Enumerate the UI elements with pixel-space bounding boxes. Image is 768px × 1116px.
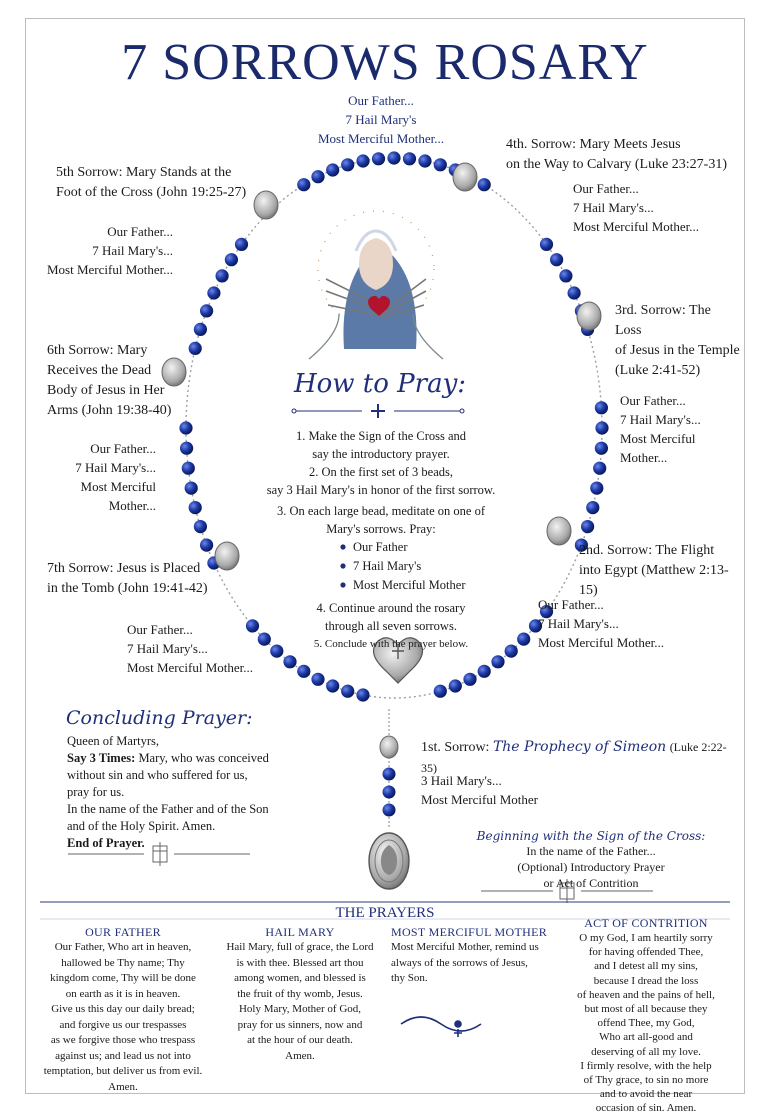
rosary-bead [326,163,339,176]
prayer-text-line: against us; and lead us not into [55,1049,191,1062]
sorrow-2-prayers [538,595,673,652]
sorrow-line: Foot of the Cross (John 19:25-27) [56,185,247,200]
concluding-line: In the name of the Father and of the Son [67,802,269,816]
rosary-bead [356,154,369,167]
step-line: 2. On the first set of 3 beads, [308,465,454,479]
prayer-line: Our Father... [107,224,173,239]
step-line: 1. Make the Sign of the Cross and [295,429,467,443]
rosary-bead [283,655,296,668]
sorrow-5-title [56,163,276,203]
step-line: 3. On each large bead, meditate on one of [276,504,486,518]
prayer-line: Our Father... [348,93,414,108]
sorrowful-mother-image [309,211,443,359]
prayer-line: 7 Hail Mary's... [573,200,654,215]
prayer-text-line: Hail Mary, full of grace, the Lord [226,941,374,953]
top-prayer-block [281,91,481,148]
prayer-line: 7 Hail Mary's... [538,616,619,631]
prayer-line: Most Merciful Mother... [317,131,444,146]
rosary-bead [372,152,385,165]
rosary-bead [194,323,207,336]
merciful-mother-text [391,940,571,987]
how-to-divider [292,404,464,418]
prayer-line: Most Merciful Mother... [620,431,696,465]
rosary-bead [593,462,606,475]
rosary-bead [270,645,283,658]
prayer-line: Our Father... [573,181,639,196]
prayer-line: 7 Hail Mary's... [620,412,701,427]
rosary-bead [194,520,207,533]
sorrow-3-title [615,301,740,381]
rosary-bead [595,421,608,434]
sorrow-3-prayers [620,391,742,467]
sorrow-6-prayers [34,439,156,515]
sorrow-7-prayers [127,620,262,677]
prayer-text-line: of heaven and the pains of hell, [577,988,715,1001]
step-line: say 3 Hail Mary's in honor of the first sorrow. [266,483,496,497]
our-father-text [34,940,212,1095]
sorrow-7-title [47,559,237,599]
bullet-item: Most Merciful Mother [353,578,466,592]
prayer-text-line: is with thee. Blessed art thou [236,956,364,969]
step-line: Mary's sorrows. Pray: [326,522,436,536]
beginning-line: In the name of the Father... [526,844,656,858]
sorrow-line: 2nd. Sorrow: The Flight [579,543,715,558]
step-line: 4. Continue around the rosary [316,601,466,615]
prayer-line: Our Father... [620,393,686,408]
rosary-bead [200,539,213,552]
beginning-block [451,829,731,891]
sorrow-line: (Luke 2:41-52) [615,363,701,378]
rosary-bead [185,482,198,495]
rosary-bead [478,665,491,678]
sorrow-line: into Egypt (Matthew 2:13-15) [579,563,729,598]
rosary-bead [207,286,220,299]
rosary-bead [311,673,324,686]
prayer-line: Most Merciful Mother... [573,219,700,234]
hail-mary-text [216,940,384,1064]
rosary-bead [590,482,603,495]
concluding-line: Queen of Martyrs, [67,734,159,748]
prayer-text-line: Give us this day our daily bread; [51,1003,195,1015]
prayer-line: 7 Hail Mary's... [75,460,156,475]
sorrow-line: Receives the Dead [47,363,152,378]
say-text: Mary, who was conceived [138,751,269,765]
act-of-contrition-heading: ACT OF CONTRITION [584,916,708,930]
rosary-bead [540,238,553,251]
prayer-line: Most Merciful Mother... [80,479,156,513]
prayer-text-line: and forgive us our trespasses [59,1018,187,1031]
rosary-bead [297,665,310,678]
merciful-mother-section [391,925,571,987]
rosary-bead [180,442,193,455]
prayer-text-line: but most of all because they [584,1003,708,1016]
how-to-steps [251,427,511,538]
prayer-line: 3 Hail Mary's... [421,773,502,788]
how-to-steps-continued [291,599,491,653]
hail-mary-section [216,925,384,1064]
rosary-bead [491,655,504,668]
rosary-bead [356,688,369,701]
sorrow-reference: (Luke 2:22-35) [421,740,727,775]
rosary-bead [517,633,530,646]
concluding-end: End of Prayer. [67,836,145,850]
sorrow-label: 1st. Sorrow: [421,740,490,755]
step-line: 5. Conclude with the prayer below. [313,638,469,650]
sorrow-4-title [506,135,740,175]
concluding-line: without sin and who suffered for us, [67,768,248,782]
sorrow-line: on the Way to Calvary (Luke 23:27-31) [506,157,728,172]
prayer-line: 7 Hail Mary's [345,112,417,127]
prayer-text-line: the fruit of thy womb, Jesus. [237,987,363,1000]
sorrow-line: 5th Sorrow: Mary Stands at the [56,165,232,180]
prayer-text-line: Our Father, Who art in heaven, [54,941,192,953]
concluding-line: and of the Holy Spirit. Amen. [67,819,216,833]
prayer-line: Most Merciful Mother [421,792,538,807]
rosary-bead [463,673,476,686]
sorrow-line: Arms (John 19:38-40) [47,403,172,418]
rosary-bead [189,501,202,514]
sorrow-1-prayers [421,771,571,809]
sorrow-2-title [579,541,744,601]
rosary-bead [434,158,447,171]
say-label: Say 3 Times: [67,751,136,765]
prayer-text-line: temptation, but deliver us from evil. [43,1065,203,1077]
rosary-bead [595,401,608,414]
prayer-text-line: Who art all-good and [599,1031,693,1044]
prayer-text-line: kingdom come, Thy will be done [50,972,196,984]
beginning-heading: Beginning with the Sign of the Cross: [476,829,706,843]
rosary-bead [182,462,195,475]
concluding-line [67,750,327,767]
sorrow-line: 7th Sorrow: Jesus is Placed [47,561,201,576]
act-of-contrition-text [556,931,736,1116]
sorrow-line: Body of Jesus in Her [47,383,165,398]
prayer-text-line: on earth as it is in heaven. [65,987,181,1000]
prayer-text-line: at the hour of our death. [247,1034,353,1046]
how-to-heading: How to Pray: [293,369,467,399]
rosary-bead [216,269,229,282]
prayer-line: Our Father... [127,622,193,637]
rosary-bead [505,645,518,658]
prayer-text-line: because I dread the loss [593,974,699,987]
rosary-bead [200,304,213,317]
rosary-bead [418,154,431,167]
rosary-bead [179,421,192,434]
prayer-line: 7 Hail Mary's... [127,641,208,656]
prayer-text-line: and to avoid the near [599,1088,693,1101]
prayer-text-line: of Thy grace, to sin no more [583,1074,709,1087]
prayer-text-line: offend Thee, my God, [597,1017,695,1030]
beginning-line: or Act of Contrition [543,876,639,890]
sorrow-line: 4th. Sorrow: Mary Meets Jesus [506,137,681,152]
prayer-line: Most Merciful Mother... [127,660,254,675]
concluding-heading: Concluding Prayer: [66,707,253,729]
rosary-bead [341,158,354,171]
rosary-bead [297,178,310,191]
step-line: say the introductory prayer. [312,447,450,461]
bullet-item: 7 Hail Mary's [353,559,422,573]
sorrow-5-prayers [46,222,173,279]
step-line: through all seven sorrows. [325,619,457,633]
rosary-bead [326,679,339,692]
sorrow-line: in the Tomb (John 19:41-42) [47,581,208,596]
bullet-item: Our Father [353,540,408,554]
sorrow-line: 3rd. Sorrow: The Loss [615,303,711,338]
prayer-text-line: pray for us sinners, now and [237,1018,363,1031]
our-father-section [34,925,212,1095]
prayer-text-line: always of the sorrows of Jesus, [391,956,528,969]
prayer-text-line: Holy Mary, Mother of God, [238,1003,362,1015]
act-of-contrition-section [556,916,736,1116]
prayer-line: Our Father... [538,597,604,612]
prayer-text-line: occasion of sin. Amen. [595,1102,697,1115]
rosary-bead [403,152,416,165]
sorrow-name: The Prophecy of Simeon [492,739,667,755]
beginning-line: (Optional) Introductory Prayer [517,860,665,874]
prayer-text-line: Amen. [108,1080,138,1093]
prayer-text-line: hallowed be Thy name; Thy [61,956,185,969]
how-to-bullets [353,538,493,595]
mary-medal-icon [369,833,409,889]
sorrow-line: 6th Sorrow: Mary [47,343,148,358]
prayer-line: 7 Hail Mary's... [92,243,173,258]
prayer-line: Most Merciful Mother... [46,262,173,277]
rosary-bead [387,151,400,164]
sorrow-4-prayers [573,179,743,236]
prayer-text-line: thy Son. [391,972,428,984]
rosary-bead [189,342,202,355]
rosary-bead [568,286,581,299]
rosary-bead [478,178,491,191]
sorrow-line: of Jesus in the Temple [615,343,740,358]
prayer-text-line: among women, and blessed is [234,972,366,984]
rosary-bead [341,685,354,698]
sorrow-6-title [47,341,182,421]
rosary-bead [225,253,238,266]
our-father-heading: OUR FATHER [85,925,161,939]
rosary-bead [235,238,248,251]
prayer-text-line: Most Merciful Mother, remind us [391,941,539,953]
prayer-text-line: and I detest all my sins, [594,960,698,973]
concluding-line: pray for us. [67,785,125,799]
prayer-line: Most Merciful Mother... [538,635,665,650]
rosary-bead [586,501,599,514]
rosary-bead [595,442,608,455]
page-title: 7 SORROWS ROSARY [121,34,649,91]
rosary-page [25,18,745,1115]
prayer-line: Our Father... [90,441,156,456]
prayer-text-line: Amen. [285,1049,315,1062]
prayer-text-line: deserving of all my love. [591,1045,701,1058]
prayer-text-line: I firmly resolve, with the help [580,1059,712,1072]
prayer-text-line: for having offended Thee, [588,946,704,959]
prayer-text-line: O my God, I am heartily sorry [579,932,713,944]
prayers-flourish [401,1017,481,1037]
hail-mary-heading: HAIL MARY [265,925,335,939]
rosary-bead [449,679,462,692]
merciful-mother-heading: MOST MERCIFUL MOTHER [391,925,548,939]
rosary-bead [311,170,324,183]
prayers-title: THE PRAYERS [335,905,435,921]
prayer-text-line: as we forgive those who trespass [50,1034,196,1046]
rosary-bead [550,253,563,266]
rosary-bead [559,269,572,282]
rosary-bead [581,520,594,533]
concluding-text [67,733,327,852]
rosary-bead [434,685,447,698]
